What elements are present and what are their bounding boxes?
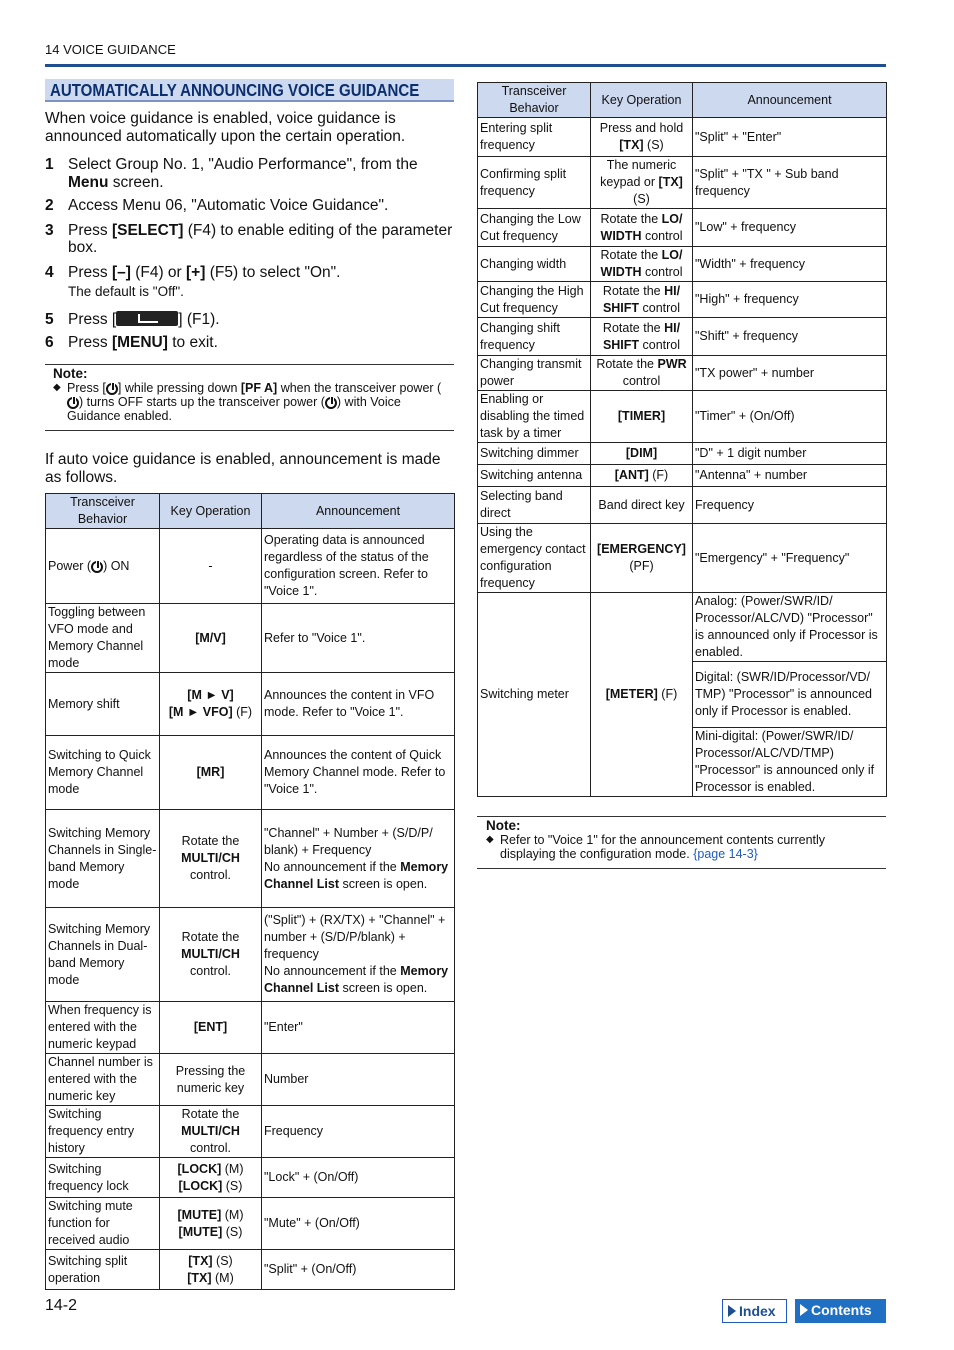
table-row [478, 593, 887, 662]
table-row [478, 524, 887, 593]
table-cell: [LOCK] (M) [LOCK] (S) [160, 1158, 262, 1198]
col-header-behavior: Transceiver Behavior [478, 83, 591, 118]
table-cell: When frequency is entered with the numeric keypad [46, 1002, 160, 1054]
intro-paragraph: When voice guidance is enabled, voice guidance is announced automatically upon the certain operation. [45, 110, 406, 145]
note-title: Note: [486, 818, 521, 833]
table-cell: [DIM] [591, 443, 693, 465]
table-cell: "Split" + (On/Off) [262, 1250, 455, 1290]
table-cell: "TX power" + number [693, 356, 887, 391]
table-cell: "Timer" + (On/Off) [693, 391, 887, 443]
announcement-table-left [45, 493, 455, 1290]
table-cell: [MR] [160, 736, 262, 810]
triangle-right-icon [728, 1305, 736, 1317]
index-button[interactable]: Index [722, 1299, 787, 1323]
step-4: 4 Press [–] (F4) or [+] (F5) to select "On". The default is "Off". [45, 264, 457, 301]
step-3: 3 Press [SELECT] (F4) to enable editing of the parameter box. [45, 221, 453, 256]
table-cell: Operating data is announced regardless of the status of the configuration screen. Refer to "Voice 1". [262, 529, 455, 604]
table-cell: Switching split operation [46, 1250, 160, 1290]
table-row [478, 318, 887, 356]
back-key-icon [116, 311, 178, 326]
table-cell: Pressing the numeric key [160, 1054, 262, 1106]
table-cell: Rotate the HI/ SHIFT control [591, 318, 693, 356]
table-cell: Changing transmit power [478, 356, 591, 391]
table-cell: "Mute" + (On/Off) [262, 1198, 455, 1250]
table-cell: Rotate the PWR control [591, 356, 693, 391]
contents-button[interactable]: Contents [795, 1299, 886, 1323]
step-4-default: The default is "Off". [68, 284, 184, 299]
table-cell: Using the emergency contact configuration frequency [478, 524, 591, 593]
table-row [46, 1198, 455, 1250]
table-row [478, 157, 887, 209]
table-cell: Power ( ) ON [46, 529, 160, 604]
power-icon [325, 397, 337, 409]
table-row [478, 487, 887, 524]
table-cell: [M/V] [160, 604, 262, 673]
step-6: 6 Press [MENU] to exit. [45, 334, 218, 351]
table-cell: "Split" + "Enter" [693, 118, 887, 157]
table-cell: Refer to "Voice 1". [262, 604, 455, 673]
step-2: 2 Access Menu 06, "Automatic Voice Guidance". [45, 197, 389, 214]
table-cell: [TX] (S) [TX] (M) [160, 1250, 262, 1290]
table-row [478, 247, 887, 282]
table-cell: Rotate the LO/ WIDTH control [591, 247, 693, 282]
col-header-behavior: Transceiver Behavior [46, 494, 160, 529]
table-cell: Rotate the MULTI/CH control. [160, 908, 262, 1002]
table-row [46, 810, 455, 908]
table-row [46, 673, 455, 736]
table-cell: Number [262, 1054, 455, 1106]
power-icon [106, 383, 118, 395]
table-cell: Switching Memory Channels in Single-band Memory mode [46, 810, 160, 908]
note-bullet: ◆ Refer to "Voice 1" for the announcement contents currently displaying the configuration mode. {page 14-3} [486, 833, 877, 861]
table-cell: [METER] (F) [591, 593, 693, 797]
table-cell: "Width" + frequency [693, 247, 887, 282]
power-icon [91, 561, 103, 573]
table-cell: Analog: (Power/SWR/ID/ Processor/ALC/VD) "Processor" is announced only if Processor is enabled. [693, 593, 887, 662]
table-cell: Band direct key [591, 487, 693, 524]
table-cell: Rotate the LO/ WIDTH control [591, 209, 693, 247]
note-bullet: ◆ Press [ ] while pressing down [PF A] when the transceiver power () turns OFF starts up the transceiver power ( ) with Voice Guidance enabled. [53, 381, 446, 423]
table-cell: Press and hold [TX] (S) [591, 118, 693, 157]
table-row [478, 356, 887, 391]
table-cell: Changing the Low Cut frequency [478, 209, 591, 247]
table-row [478, 282, 887, 318]
table-cell: Mini-digital: (Power/SWR/ID/ Processor/ALC/VD/TMP) "Processor" is announced only if Processor is enabled. [693, 728, 887, 797]
table-row [46, 736, 455, 810]
table-row [478, 209, 887, 247]
page-link[interactable]: {page 14-3} [693, 847, 758, 861]
table-cell: "Enter" [262, 1002, 455, 1054]
table-cell: Announces the content in VFO mode. Refer to "Voice 1". [262, 673, 455, 736]
table-row [46, 604, 455, 673]
table-cell: Announces the content of Quick Memory Channel mode. Refer to "Voice 1". [262, 736, 455, 810]
table-cell: [ENT] [160, 1002, 262, 1054]
table-row [46, 1250, 455, 1290]
table-cell: Switching frequency entry history [46, 1106, 160, 1158]
table-row [478, 118, 887, 157]
table-cell: Digital: (SWR/ID/Processor/VD/ TMP) "Processor" is announced only if Processor is enabled. [693, 662, 887, 728]
table-cell: Switching dimmer [478, 443, 591, 465]
table-cell: [MUTE] (M) [MUTE] (S) [160, 1198, 262, 1250]
triangle-right-icon [800, 1304, 808, 1316]
table-cell: Rotate the MULTI/CH control. [160, 810, 262, 908]
table-row [478, 443, 887, 465]
table-cell: "Channel" + Number + (S/D/P/ blank) + Frequency No announcement if the Memory Channel List screen is open. [262, 810, 455, 908]
table-cell: Frequency [693, 487, 887, 524]
table-cell: "Lock" + (On/Off) [262, 1158, 455, 1198]
table-header-row [46, 494, 455, 529]
table-cell: Enabling or disabling the timed task by a timer [478, 391, 591, 443]
table-header-row [478, 83, 887, 118]
auto-guidance-paragraph: If auto voice guidance is enabled, announcement is made as follows. [45, 451, 441, 486]
table-cell: Selecting band direct [478, 487, 591, 524]
table-cell: [ANT] (F) [591, 465, 693, 487]
table-cell: Switching antenna [478, 465, 591, 487]
table-cell: Toggling between VFO mode and Memory Channel mode [46, 604, 160, 673]
header-rule [45, 64, 886, 67]
table-cell: Confirming split frequency [478, 157, 591, 209]
note-title: Note: [53, 366, 88, 381]
table-row [46, 1158, 455, 1198]
page-number: 14-2 [45, 1297, 78, 1314]
table-cell: "Low" + frequency [693, 209, 887, 247]
table-cell: Changing shift frequency [478, 318, 591, 356]
table-cell: "Emergency" + "Frequency" [693, 524, 887, 593]
table-cell: - [160, 529, 262, 604]
table-cell: Memory shift [46, 673, 160, 736]
table-cell: Changing the High Cut frequency [478, 282, 591, 318]
table-cell: Rotate the MULTI/CH control. [160, 1106, 262, 1158]
table-cell: "Antenna" + number [693, 465, 887, 487]
table-cell: "High" + frequency [693, 282, 887, 318]
table-cell: Switching mute function for received audio [46, 1198, 160, 1250]
table-row [46, 1106, 455, 1158]
step-1: 1 Select Group No. 1, "Audio Performance", from the Menu screen. [45, 156, 418, 191]
col-header-announcement: Announcement [693, 83, 887, 118]
step-5: 5 Press [ ] (F1). [45, 310, 220, 328]
table-cell: [EMERGENCY] (PF) [591, 524, 693, 593]
table-cell: The numeric keypad or [TX] (S) [591, 157, 693, 209]
section-title-bar [45, 79, 454, 102]
table-cell: Frequency [262, 1106, 455, 1158]
table-cell: "Split" + "TX " + Sub band frequency [693, 157, 887, 209]
steps-list [45, 156, 457, 352]
col-header-key: Key Operation [591, 83, 693, 118]
power-icon [67, 397, 79, 409]
table-cell: [TIMER] [591, 391, 693, 443]
table-cell: Switching frequency lock [46, 1158, 160, 1198]
table-cell: Channel number is entered with the numeric key [46, 1054, 160, 1106]
section-title: AUTOMATICALLY ANNOUNCING VOICE GUIDANCE [50, 80, 420, 100]
note-box-1 [45, 364, 454, 431]
table-row [46, 529, 455, 604]
table-cell: ("Split") + (RX/TX) + "Channel" + number + (S/D/P/blank) + frequency No announcement if the Memory Channel List screen is open. [262, 908, 455, 1002]
table-cell: "D" + 1 digit number [693, 443, 887, 465]
table-cell: "Shift" + frequency [693, 318, 887, 356]
note-box-2 [477, 816, 886, 869]
announcement-table-right [477, 82, 887, 797]
table-row [478, 465, 887, 487]
table-cell: Changing width [478, 247, 591, 282]
table-cell: Switching to Quick Memory Channel mode [46, 736, 160, 810]
col-header-key: Key Operation [160, 494, 262, 529]
table-cell: Switching meter [478, 593, 591, 797]
table-row [46, 1002, 455, 1054]
col-header-announcement: Announcement [262, 494, 455, 529]
table-row [46, 908, 455, 1002]
table-cell: Rotate the HI/ SHIFT control [591, 282, 693, 318]
table-cell: [M ► V] [M ► VFO] (F) [160, 673, 262, 736]
table-cell: Entering split frequency [478, 118, 591, 157]
table-row [478, 391, 887, 443]
chapter-header: 14 VOICE GUIDANCE [45, 42, 176, 57]
table-row [46, 1054, 455, 1106]
table-cell: Switching Memory Channels in Dual-band Memory mode [46, 908, 160, 1002]
